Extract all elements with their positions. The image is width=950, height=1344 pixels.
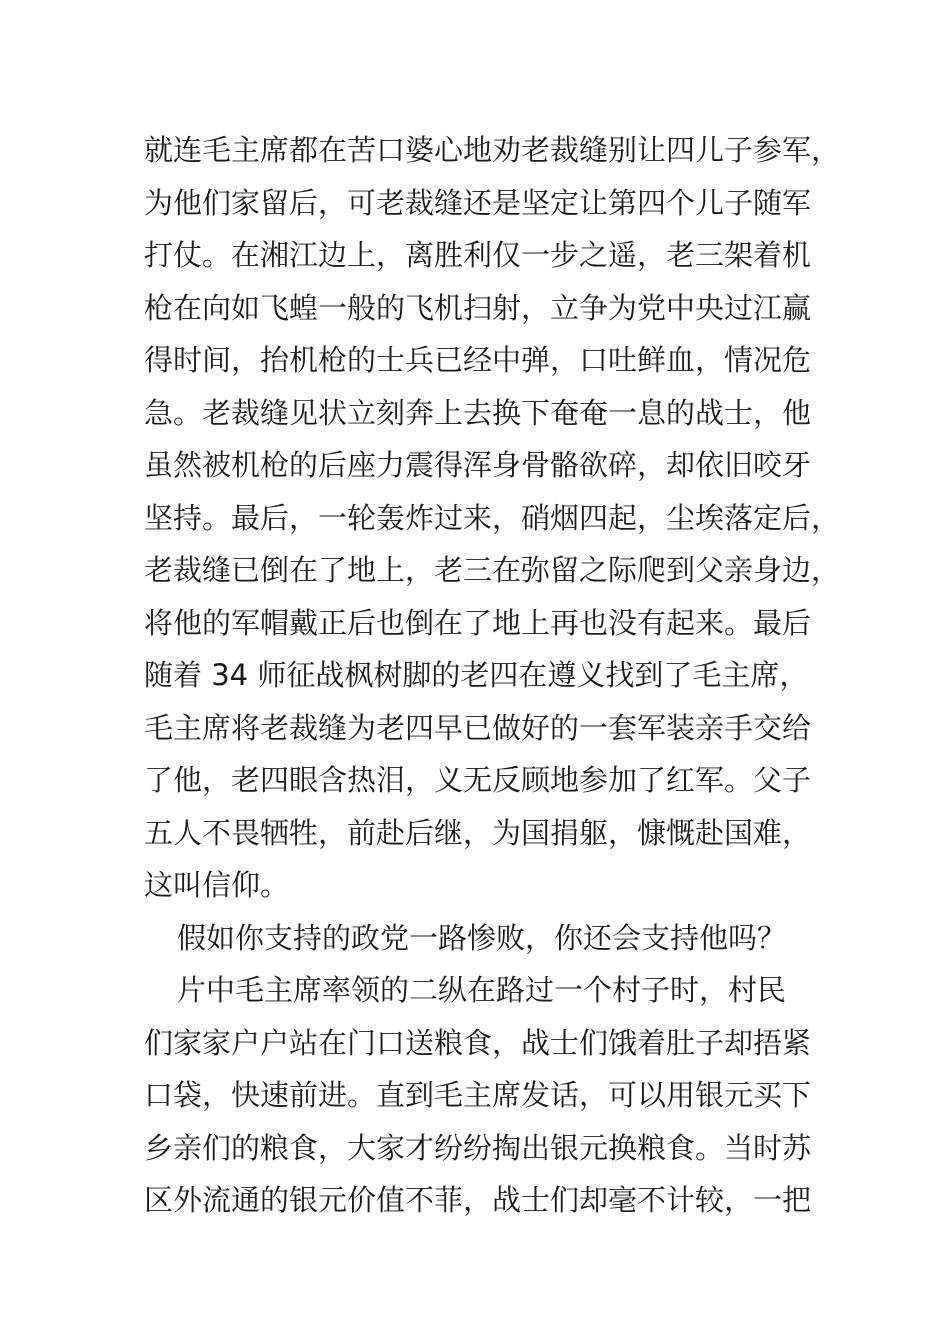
paragraph-1-line-15: 这叫信仰。 — [144, 868, 290, 902]
paragraph-1-line-1: 就连毛主席都在苦口婆心地劝老裁缝别让四儿子参军， — [144, 133, 841, 167]
paragraph-1-line-11: 随着 34 师征战枫树脚的老四在遵义找到了毛主席， — [144, 658, 809, 692]
paragraph-1-line-14: 五人不畏牺牲，前赴后继，为国捐躯，慷慨赴国难， — [144, 815, 812, 850]
paragraph-1-line-10: 将他的军帽戴正后也倒在了地上再也没有起来。最后 — [144, 605, 812, 640]
paragraph-1-line-2: 为他们家留后，可老裁缝还是坚定让第四个儿子随军 — [144, 185, 812, 220]
paragraph-3-line-1: 片中毛主席率领的二纵在路过一个村子时，村民 — [177, 973, 787, 1007]
paragraph-1-line-4: 枪在向如飞蝗一般的飞机扫射，立争为党中央过江赢 — [144, 290, 812, 325]
paragraph-3-line-5: 区外流通的银元价值不菲，战士们却毫不计较，一把 — [144, 1183, 812, 1217]
paragraph-1-line-6: 急。老裁缝见状立刻奔上去换下奄奄一息的战士，他 — [144, 395, 812, 430]
paragraph-1-line-12: 毛主席将老裁缝为老四早已做好的一套军装亲手交给 — [144, 710, 812, 745]
paragraph-1-line-8: 坚持。最后，一轮轰炸过来，硝烟四起，尘埃落定后， — [144, 500, 841, 535]
paragraph-1-line-5: 得时间，抬机枪的士兵已经中弹，口吐鲜血，情况危 — [144, 343, 812, 377]
paragraph-3-line-2: 们家家户户站在门口送粮食，战士们饿着肚子却捂紧 — [144, 1025, 812, 1060]
paragraph-1-line-7: 虽然被机枪的后座力震得浑身骨骼欲碎，却依旧咬牙 — [144, 448, 812, 482]
paragraph-2-line-1: 假如你支持的政党一路惨败，你还会支持他吗？ — [177, 920, 787, 955]
paragraph-3-line-4: 乡亲们的粮食，大家才纷纷掏出银元换粮食。当时苏 — [144, 1130, 812, 1165]
paragraph-1-line-9: 老裁缝已倒在了地上，老三在弥留之际爬到父亲身边， — [144, 553, 841, 587]
body-text — [144, 124, 841, 1227]
paragraph-1-line-3: 打仗。在湘江边上，离胜利仅一步之遥，老三架着机 — [144, 238, 812, 272]
paragraph-3-line-3: 口袋，快速前进。直到毛主席发话，可以用银元买下 — [144, 1078, 812, 1112]
paragraph-1-line-13: 了他，老四眼含热泪，义无反顾地参加了红军。父子 — [144, 763, 812, 797]
